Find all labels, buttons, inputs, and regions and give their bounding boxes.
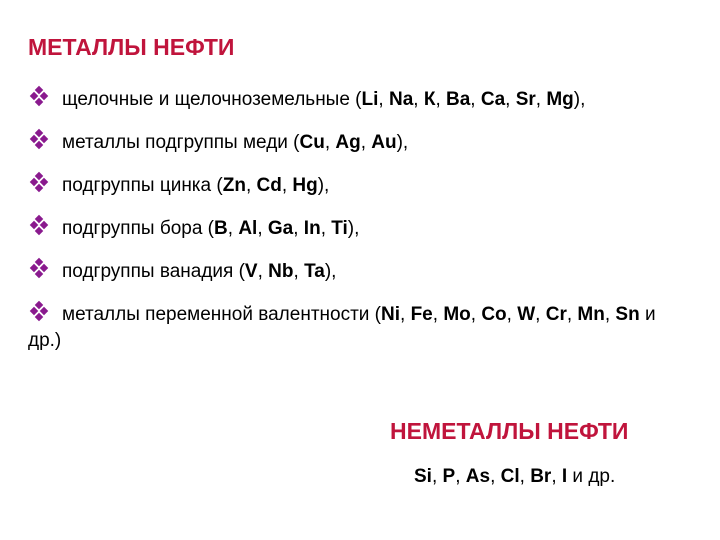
element-symbol: Ca	[480, 89, 506, 110]
element-symbol: Ag	[335, 132, 361, 153]
element-list: B, Al, Ga, In, Ti	[214, 218, 348, 239]
element-list: Si, P, As, Cl, Br, I	[414, 466, 568, 487]
element-list: Ni, Fe, Mo, Co, W, Cr, Mn, Sn	[381, 304, 640, 325]
element-list: V, Nb, Ta	[244, 261, 325, 282]
list-item	[28, 258, 688, 285]
list-item	[28, 86, 688, 113]
element-symbol: In	[303, 218, 321, 239]
element-symbol: Na	[388, 89, 414, 110]
element-symbol: К	[423, 89, 436, 110]
diamond-bullet-icon	[28, 215, 50, 237]
element-symbol: Sr	[515, 89, 536, 110]
element-symbol: Al	[238, 218, 258, 239]
item-text: металлы переменной валентности (	[62, 304, 382, 325]
list-item	[28, 215, 688, 242]
nonmetals-tail: и др.	[567, 466, 616, 487]
element-symbol: Sn	[615, 304, 640, 325]
element-list: Li, Na, К, Ba, Ca, Sr, Mg	[361, 89, 574, 110]
element-symbol: Mn	[577, 304, 605, 325]
item-text: подгруппы бора (	[62, 218, 215, 239]
element-symbol: Mg	[546, 89, 574, 110]
element-symbol: Ti	[331, 218, 348, 239]
list-item	[28, 129, 688, 156]
item-tail: ),	[396, 132, 409, 153]
diamond-bullet-icon	[28, 258, 50, 280]
diamond-bullet-icon	[28, 129, 50, 151]
item-text: подгруппы цинка (	[62, 175, 223, 196]
element-symbol: As	[465, 466, 491, 487]
item-text: подгруппы ванадия (	[62, 261, 245, 282]
item-text: щелочные и щелочноземельные (	[62, 89, 362, 110]
diamond-bullet-icon	[28, 86, 50, 108]
element-symbol: Cl	[500, 466, 520, 487]
element-symbol: Cu	[299, 132, 325, 153]
item-tail: и др.)	[28, 304, 656, 351]
item-tail: ),	[324, 261, 337, 282]
element-symbol: V	[244, 261, 258, 282]
page-title: МЕТАЛЛЫ НЕФТИ	[28, 34, 235, 60]
diamond-bullet-icon	[28, 301, 50, 323]
element-list: Zn, Cd, Hg	[222, 175, 318, 196]
element-symbol: Li	[361, 89, 379, 110]
element-symbol: W	[517, 304, 536, 325]
element-symbol: Mo	[443, 304, 471, 325]
element-symbol: Zn	[222, 175, 246, 196]
element-symbol: Ga	[267, 218, 294, 239]
nonmetals-title: НЕМЕТАЛЛЫ НЕФТИ	[390, 418, 629, 444]
element-symbol: Si	[414, 466, 432, 487]
list-item	[28, 301, 688, 354]
element-symbol: Hg	[292, 175, 318, 196]
element-symbol: Nb	[268, 261, 294, 282]
element-symbol: Ba	[446, 89, 471, 110]
list-item	[28, 172, 688, 199]
element-symbol: P	[442, 466, 456, 487]
element-symbol: Ta	[304, 261, 325, 282]
element-symbol: Cd	[256, 175, 282, 196]
diamond-bullet-icon	[28, 172, 50, 194]
element-symbol: Cr	[545, 304, 567, 325]
element-symbol: Br	[530, 466, 552, 487]
element-symbol: Ni	[381, 304, 401, 325]
element-symbol: B	[214, 218, 228, 239]
nonmetals-list	[414, 466, 615, 488]
element-symbol: I	[561, 466, 568, 487]
element-symbol: Co	[481, 304, 507, 325]
metals-list	[28, 86, 688, 370]
element-symbol: Au	[371, 132, 397, 153]
element-list: Cu, Ag, Au	[299, 132, 397, 153]
item-tail: ),	[317, 175, 330, 196]
item-text: металлы подгруппы меди (	[62, 132, 300, 153]
element-symbol: Fe	[410, 304, 433, 325]
item-tail: ),	[347, 218, 360, 239]
item-tail: ),	[573, 89, 586, 110]
